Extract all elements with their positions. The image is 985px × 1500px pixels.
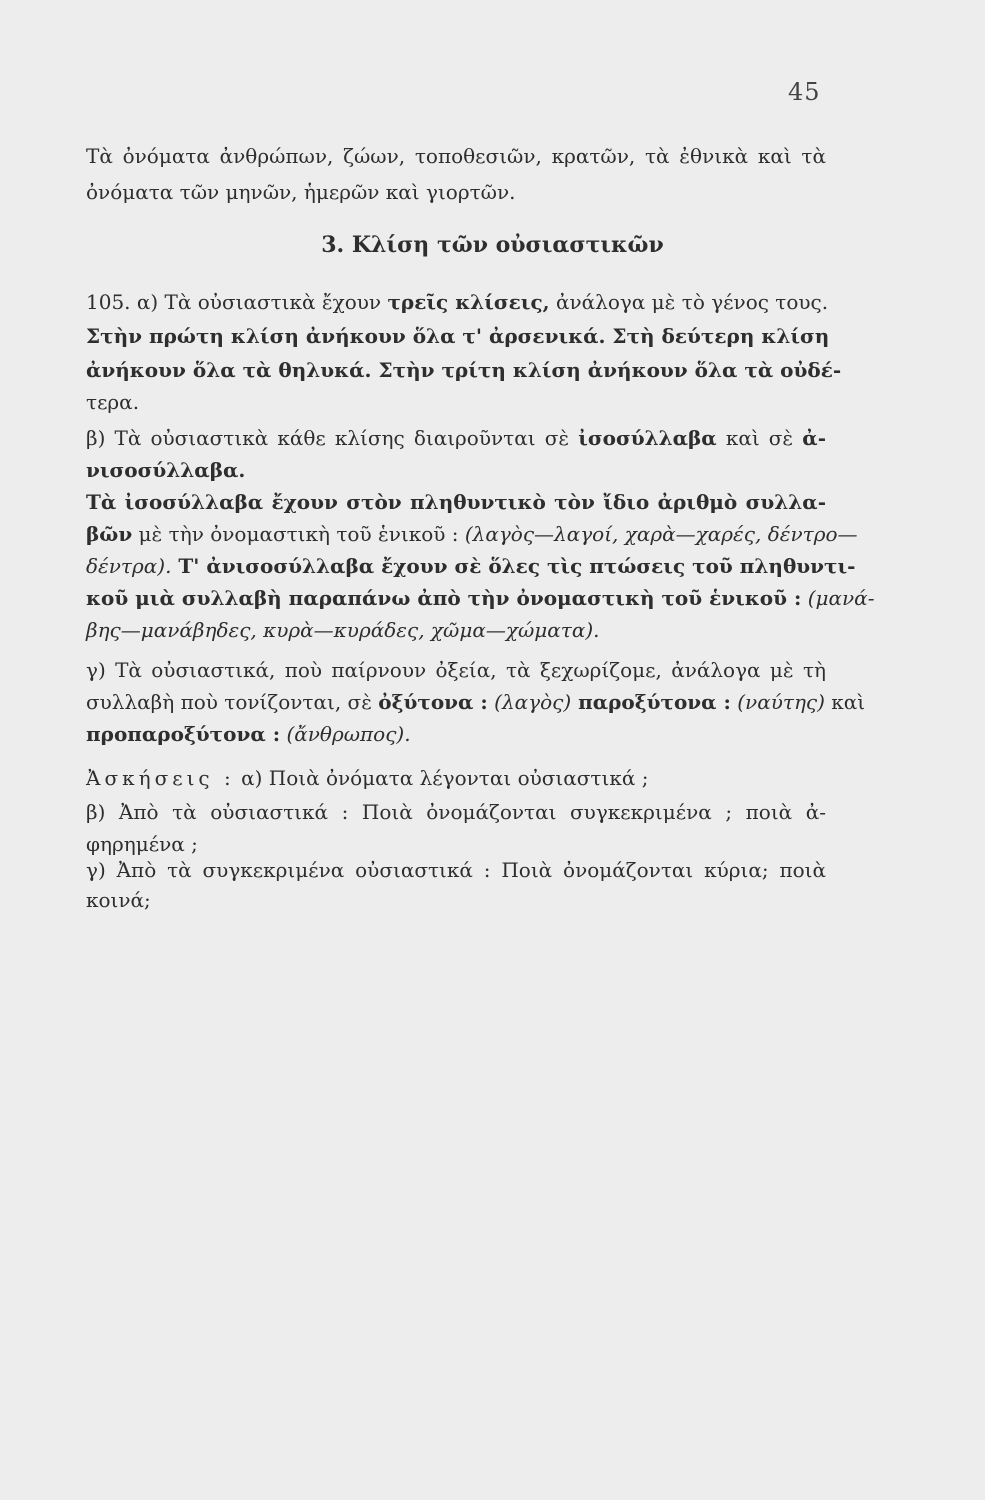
p105-line-1: 105. α) Τὰ οὐσιαστικὰ ἔχουν τρεῖς κλίσεις, ἀνάλογα μὲ τὸ γένος τους. — [86, 290, 829, 314]
exercises-line-3: φηρημένα ; — [86, 832, 198, 856]
pb-line-4: βῶν μὲ τὴν ὀνομαστικὴ τοῦ ἑνικοῦ : (λαγὸς—λαγοί, χαρὰ—χαρές, δέντρο— — [86, 522, 858, 546]
pb-line-2: νισοσύλλαβα. — [86, 458, 246, 482]
pb-line-6: κοῦ μιὰ συλλαβὴ παραπάνω ἀπὸ τὴν ὀνομαστικὴ τοῦ ἑνικοῦ : (μανά- — [86, 586, 875, 610]
section-title: 3. Κλίση τῶν οὐσιαστικῶν — [321, 232, 664, 258]
intro-line-2: ὀνόματα τῶν μηνῶν, ἡμερῶν καὶ γιορτῶν. — [86, 180, 516, 204]
pg-line-2: συλλαβὴ ποὺ τονίζονται, σὲ ὀξύτονα : (λαγὸς) παροξύτονα : (ναύτης) καὶ — [86, 690, 866, 714]
exercises-line-5: κοινά; — [86, 888, 151, 912]
p105-line-2: Στὴν πρώτη κλίση ἀνήκουν ὅλα τ' ἀρσενικά. Στὴ δεύτερη κλίση — [86, 324, 830, 348]
exercises-line-4: γ) Ἀπὸ τὰ συγκεκριμένα οὐσιαστικά : Ποιὰ ὀνομάζονται κύρια; ποιὰ — [86, 858, 826, 882]
p105-line-3: ἀνήκουν ὅλα τὰ θηλυκά. Στὴν τρίτη κλίση ἀνήκουν ὅλα τὰ οὐδέ- — [86, 358, 842, 382]
p105-line-4: τερα. — [86, 390, 140, 414]
pb-line-3: Τὰ ἰσοσύλλαβα ἔχουν στὸν πληθυντικὸ τὸν ἴδιο ἀριθμὸ συλλα- — [86, 490, 826, 514]
intro-line-1: Τὰ ὀνόματα ἀνθρώπων, ζώων, τοποθεσιῶν, κρατῶν, τὰ ἐθνικὰ καὶ τὰ — [86, 144, 826, 168]
page-number: 45 — [788, 78, 821, 106]
pb-line-7: βης—μανάβηδες, κυρὰ—κυράδες, χῶμα—χώματα). — [86, 618, 600, 642]
pb-line-1: β) Τὰ οὐσιαστικὰ κάθε κλίσης διαιροῦνται σὲ ἰσοσύλλαβα καὶ σὲ ἀ- — [86, 426, 826, 450]
exercises-line-1: Ἀσκήσεις : α) Ποιὰ ὀνόματα λέγονται οὐσιαστικά ; — [86, 766, 649, 790]
exercises-line-2: β) Ἀπὸ τὰ οὐσιαστικά : Ποιὰ ὀνομάζονται συγκεκριμένα ; ποιὰ ἀ- — [86, 800, 826, 824]
exercises-label: Ἀσκήσεις : — [86, 766, 235, 790]
pb-line-5: δέντρα). Τ' ἀνισοσύλλαβα ἔχουν σὲ ὅλες τὶς πτώσεις τοῦ πληθυντι- — [86, 554, 856, 578]
pg-line-1: γ) Τὰ οὐσιαστικά, ποὺ παίρνουν ὀξεία, τὰ ξεχωρίζομε, ἀνάλογα μὲ τὴ — [86, 658, 826, 682]
pg-line-3: προπαροξύτονα : (ἄνθρωπος). — [86, 722, 411, 746]
